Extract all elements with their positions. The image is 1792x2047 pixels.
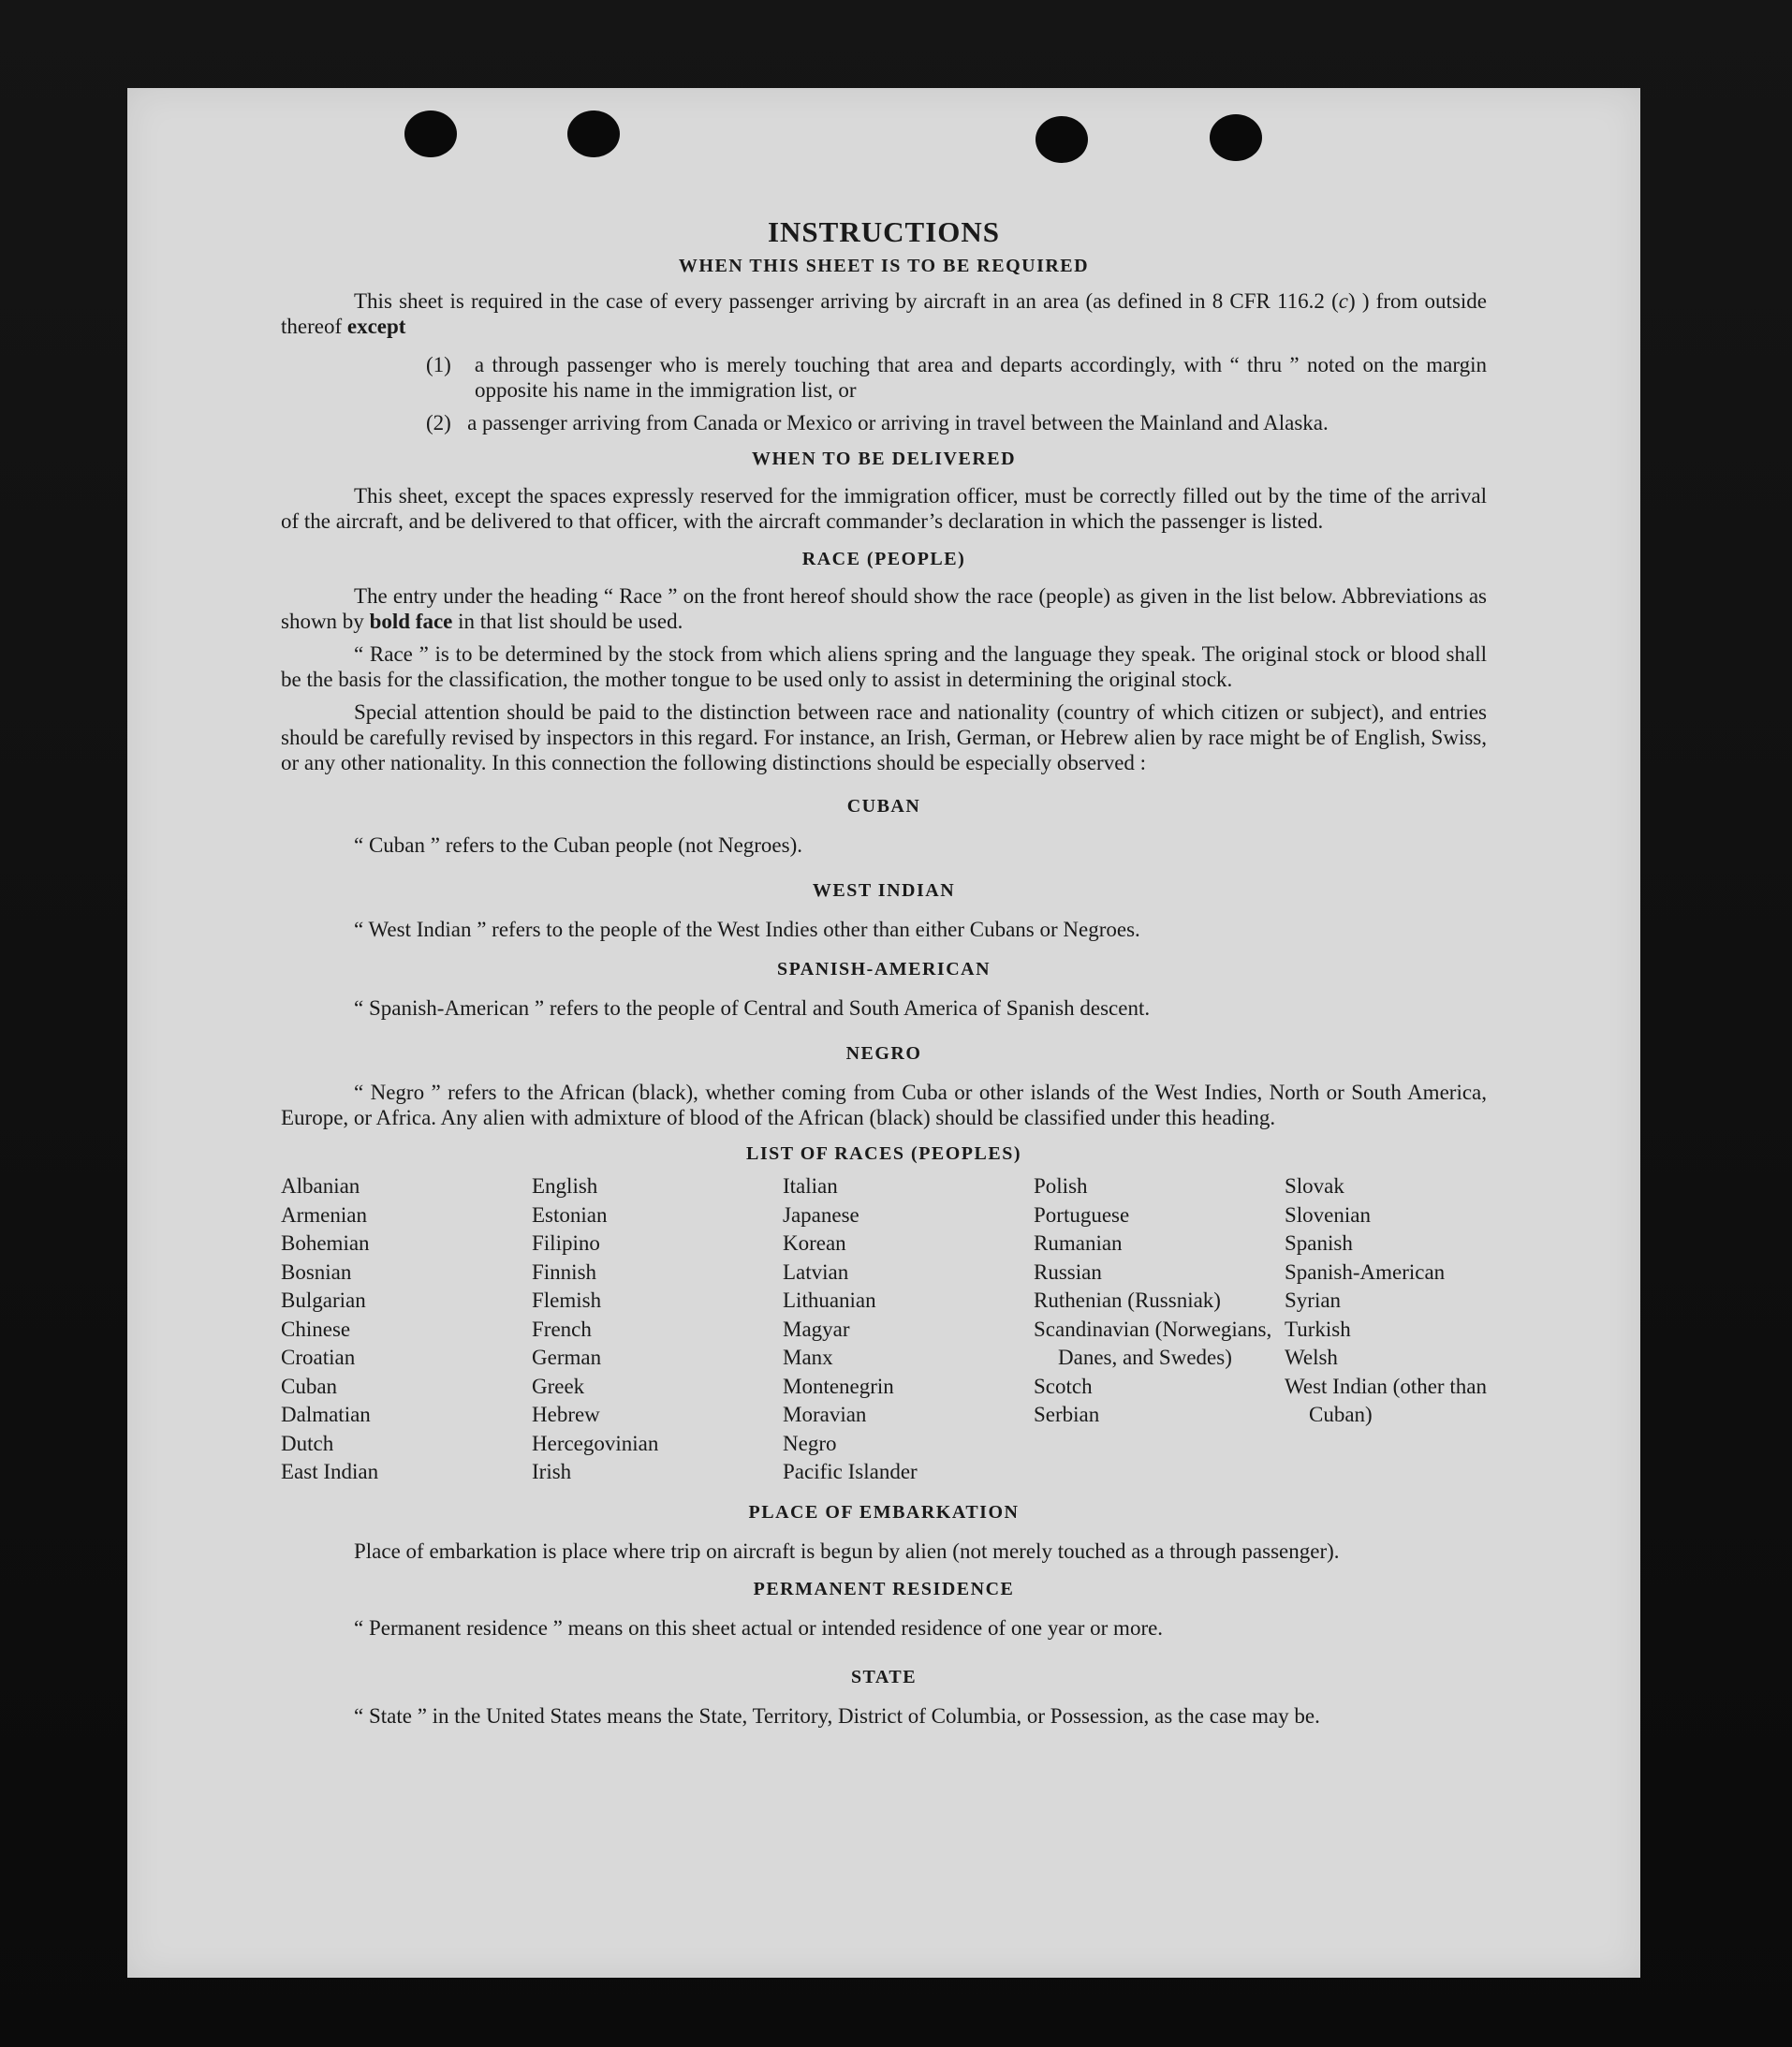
heading-state: STATE	[850, 1666, 918, 1687]
race-entry: Korean	[783, 1231, 846, 1255]
race-entry: Bulgarian	[281, 1289, 366, 1312]
race-column	[281, 1172, 532, 1487]
race-entry: Cuban	[281, 1374, 338, 1398]
race-entry: English	[532, 1174, 598, 1198]
race-entry: Greek	[532, 1374, 585, 1398]
heading-place-of-embarkation: PLACE OF EMBARKATION	[748, 1501, 1020, 1523]
race-entry: Slovak	[1285, 1174, 1344, 1198]
race-entry: Dutch	[281, 1431, 334, 1455]
race-entry: Latvian	[783, 1259, 849, 1284]
west-indian-text: “ West Indian ” refers to the people of the West Indies other than either Cubans or Negroes.	[354, 918, 1140, 941]
required-item-2: (2) a passenger arriving from Canada or Mexico or arriving in travel between the Mainland and Alaska.	[426, 411, 1329, 434]
punch-hole	[567, 110, 620, 157]
required-intro: This sheet is required in the case of every passenger arriving by aircraft in an area (as defined in 8 CFR 116.2 (c) ) from outside thereof except	[281, 289, 1487, 338]
race-entry: Armenian	[281, 1202, 367, 1227]
race-entry: Magyar	[783, 1317, 850, 1341]
race-paragraph-1: The entry under the heading “ Race ” on the front hereof should show the race (people) as given in the list below. Abbreviations as shown by bold face in that list should be used.	[281, 584, 1487, 633]
race-entry: Croatian	[281, 1346, 356, 1369]
heading-list-of-races: LIST OF RACES (PEOPLES)	[745, 1143, 1021, 1164]
race-entry: Bosnian	[281, 1259, 352, 1284]
heading-cuban: CUBAN	[846, 796, 921, 817]
race-column	[1285, 1172, 1487, 1487]
race-column	[783, 1172, 1034, 1487]
race-paragraph-2: “ Race ” is to be determined by the stock from which aliens spring and the language they speak. The original stock or blood shall be the basis for the classification, the mother tongue to be used only to assist in determining the original stock.	[281, 642, 1487, 691]
race-entry: Moravian	[783, 1403, 867, 1426]
race-entry: Portuguese	[1034, 1202, 1130, 1227]
race-entry: Hebrew	[532, 1403, 600, 1426]
page-title: INSTRUCTIONS	[767, 215, 1000, 248]
heading-when-delivered: WHEN TO BE DELIVERED	[751, 449, 1017, 469]
race-column	[1034, 1172, 1285, 1487]
race-paragraph-3: Special attention should be paid to the distinction between race and nationality (country of which citizen or subject), and entries should be carefully revised by inspectors in this regard. For instance, an Irish, German, or Hebrew alien by race might be of English, Swiss, or any other nationality. In this connection the following distinctions should be especially observed :	[281, 700, 1487, 774]
cuban-text: “ Cuban ” refers to the Cuban people (not Negroes).	[354, 833, 803, 857]
race-entry: Italian	[783, 1174, 838, 1198]
race-entry: Finnish	[532, 1259, 597, 1284]
race-entry: Pacific Islander	[783, 1460, 918, 1483]
race-entry: French	[532, 1317, 592, 1341]
race-entry: Negro	[783, 1431, 837, 1455]
race-entry: Russian	[1034, 1259, 1102, 1284]
heading-negro: NEGRO	[845, 1043, 922, 1064]
state-text: “ State ” in the United States means the State, Territory, District of Columbia, or Possession, as the case may be.	[354, 1703, 1320, 1728]
punch-hole	[404, 110, 457, 157]
punch-hole	[1036, 116, 1088, 163]
delivered-text: This sheet, except the spaces expressly reserved for the immigration officer, must be correctly filled out by the time of the arrival of the aircraft, and be delivered to that officer, with the aircraft commander’s declaration in which the passenger is listed.	[281, 484, 1487, 533]
race-entry: Rumanian	[1034, 1231, 1123, 1255]
race-entry: West Indian (other than Cuban)	[1285, 1374, 1487, 1426]
race-entry: Serbian	[1034, 1403, 1100, 1426]
race-entry: Hercegovinian	[532, 1431, 659, 1455]
race-entry: Turkish	[1285, 1317, 1351, 1341]
race-entry: Syrian	[1285, 1289, 1342, 1312]
race-entry: Chinese	[281, 1317, 351, 1341]
race-entry: Spanish	[1285, 1231, 1353, 1255]
race-entry: Lithuanian	[783, 1289, 876, 1312]
race-entry: Estonian	[532, 1202, 608, 1227]
race-entry: Dalmatian	[281, 1403, 371, 1426]
heading-spanish-american: SPANISH-AMERICAN	[776, 959, 991, 979]
race-entry: Irish	[532, 1460, 572, 1483]
race-entry: Flemish	[532, 1289, 602, 1312]
heading-race: RACE (PEOPLE)	[801, 549, 966, 569]
negro-text: “ Negro ” refers to the African (black), whether coming from Cuba or other islands of the West Indies, North or South America, Europe, or Africa. Any alien with admixture of blood of the African (black) should be classified under this heading.	[281, 1081, 1487, 1129]
race-entry: Albanian	[281, 1174, 360, 1198]
heading-west-indian: WEST INDIAN	[812, 880, 956, 901]
spanish-american-text: “ Spanish-American ” refers to the people of Central and South America of Spanish descent.	[354, 996, 1151, 1020]
race-entry: German	[532, 1346, 602, 1369]
race-entry: Spanish-American	[1285, 1259, 1446, 1284]
race-entry: Manx	[783, 1346, 833, 1369]
race-entry: Welsh	[1285, 1346, 1338, 1369]
race-column	[532, 1172, 783, 1487]
sheet-content	[281, 215, 1488, 1729]
race-entry: Ruthenian (Russniak)	[1034, 1289, 1221, 1312]
heading-when-required: WHEN THIS SHEET IS TO BE REQUIRED	[678, 256, 1090, 276]
race-entry: Polish	[1034, 1174, 1088, 1198]
race-entry: Slovenian	[1285, 1202, 1371, 1227]
embarkation-text: Place of embarkation is place where trip on aircraft is begun by alien (not merely touched as a through passenger).	[354, 1539, 1340, 1563]
required-item-1: (1) a through passenger who is merely touching that area and departs accordingly, with “ thru ” noted on the margin opposite his name in the immigration list, or	[426, 353, 1488, 402]
punch-hole	[1210, 114, 1262, 161]
race-entry: Bohemian	[281, 1231, 370, 1255]
race-entry: East Indian	[281, 1460, 379, 1483]
race-entry: Montenegrin	[783, 1374, 894, 1398]
race-entry: Japanese	[783, 1202, 859, 1227]
race-entry: Filipino	[532, 1231, 600, 1255]
race-entry: Scandinavian (Norwegians, Danes, and Swedes)	[1034, 1317, 1272, 1369]
heading-permanent-residence: PERMANENT RESIDENCE	[753, 1578, 1015, 1599]
residence-text: “ Permanent residence ” means on this sheet actual or intended residence of one year or more.	[354, 1615, 1164, 1640]
race-list	[281, 1172, 1487, 1487]
race-entry: Scotch	[1034, 1374, 1093, 1398]
instruction-sheet	[127, 88, 1640, 1978]
